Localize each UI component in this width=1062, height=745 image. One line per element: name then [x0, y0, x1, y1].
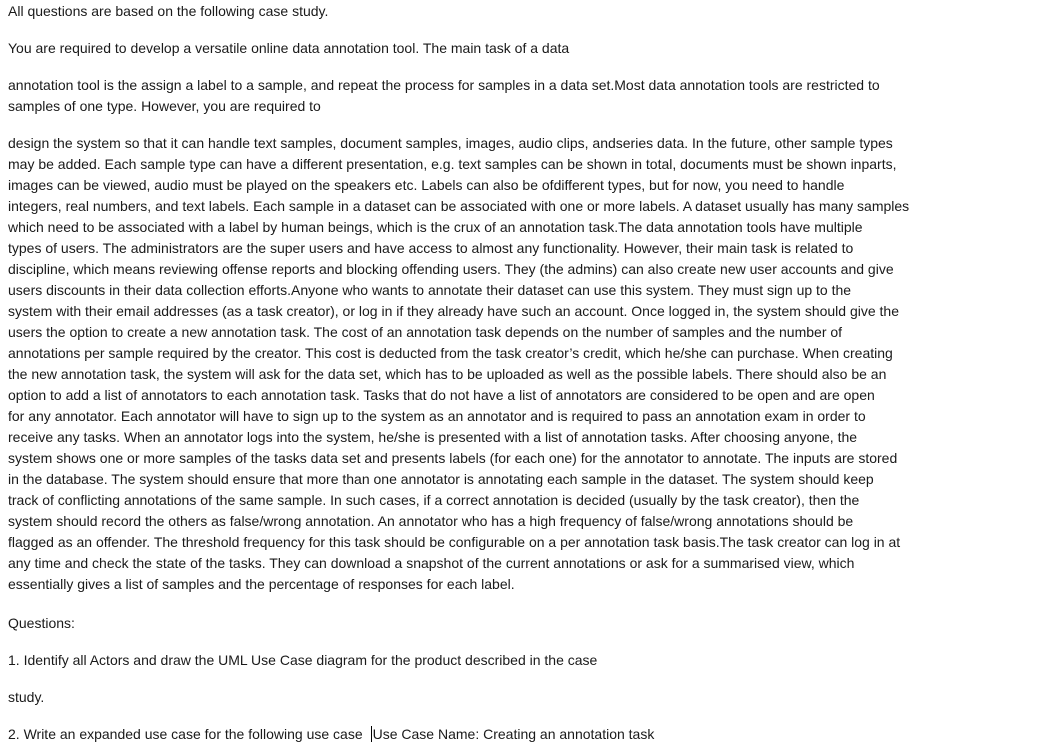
- question-1-text-end: study.: [8, 689, 45, 705]
- question-2-text: 2. Write an expanded use case for the following use case: [8, 726, 363, 742]
- text-line: annotation tool is the assign a label to a sample, and repeat the process for samples in a data set.Most data annotation tools are restricted to: [8, 77, 880, 93]
- questions-heading-text: Questions:: [8, 615, 75, 631]
- question-1-text: 1. Identify all Actors and draw the UML Use Case diagram for the product described in the case: [8, 652, 598, 668]
- text-line: track of conflicting annotations of the same sample. In such cases, if a correct annotation is decided (usually by the task creator), then the: [8, 492, 860, 508]
- question-1-continued: [8, 687, 44, 708]
- text-line: users discounts in their data collection efforts.Anyone who wants to annotate their dataset can use this system. They must sign up to the: [8, 282, 852, 298]
- text-line: option to add a list of annotators to each annotation task. Tasks that do not have a list of annotators are considered to be open and are open: [8, 387, 875, 403]
- questions-heading: [8, 613, 75, 634]
- intro-text: All questions are based on the following case study.: [8, 3, 329, 19]
- paragraph-case-study-body: [8, 133, 909, 595]
- text-line: essentially gives a list of samples and the percentage of responses for each label.: [8, 576, 515, 592]
- text-line: system shows one or more samples of the tasks data set and presents labels (for each one) for the annotator to annotate. The inputs are stored: [8, 450, 898, 466]
- text-line: may be added. Each sample type can have a different presentation, e.g. text samples can be shown in total, documents must be shown inparts,: [8, 156, 897, 172]
- text-cursor: [371, 726, 372, 742]
- text-line: samples of one type. However, you are required to: [8, 98, 321, 114]
- text-line: system should record the others as false/wrong annotation. An annotator who has a high frequency of false/wrong annotations should be: [8, 513, 854, 529]
- text-line: discipline, which means reviewing offense reports and blocking offending users. They (the admins) can also create new user accounts and give: [8, 261, 894, 277]
- intro-line: [8, 1, 328, 22]
- text-line: the new annotation task, the system will ask for the data set, which has to be uploaded as well as the possible labels. There should also be an: [8, 366, 887, 382]
- text-line: flagged as an offender. The threshold frequency for this task should be configurable on a per annotation task basis.The task creator can log in at: [8, 534, 901, 550]
- question-1: [8, 650, 597, 671]
- use-case-name: Use Case Name: Creating an annotation task: [372, 726, 655, 742]
- text-line: for any annotator. Each annotator will have to sign up to the system as an annotator and is required to pass an annotation exam in order to: [8, 408, 866, 424]
- text-line: integers, real numbers, and text labels. Each sample in a dataset can be associated with one or more labels. A dataset usually has many samples: [8, 198, 910, 214]
- paragraph-requirement: [8, 38, 569, 59]
- paragraph-annotation-tool: [8, 75, 880, 117]
- text-line: which need to be associated with a label by human beings, which is the crux of an annotation task.The data annotation tools have multiple: [8, 219, 863, 235]
- text-line: types of users. The administrators are the super users and have access to almost any functionality. However, their main task is related to: [8, 240, 854, 256]
- text-line: system with their email addresses (as a task creator), or log in if they already have such an account. Once logged in, the system should give the: [8, 303, 900, 319]
- text-line: annotations per sample required by the creator. This cost is deducted from the task creator’s credit, which he/she can purchase. When creating: [8, 345, 893, 361]
- text-line: in the database. The system should ensure that more than one annotator is annotating each sample in the dataset. The system should keep: [8, 471, 874, 487]
- text-line: images can be viewed, audio must be played on the speakers etc. Labels can also be ofdifferent types, but for now, you need to handle: [8, 177, 845, 193]
- text-line: design the system so that it can handle text samples, document samples, images, audio clips, andseries data. In the future, other sample types: [8, 135, 893, 151]
- text-line: users the option to create a new annotation task. The cost of an annotation task depends on the number of samples and the number of: [8, 324, 843, 340]
- text-line: any time and check the state of the tasks. They can download a snapshot of the current annotations or ask for a summarised view, which: [8, 555, 855, 571]
- text-line: receive any tasks. When an annotator logs into the system, he/she is presented with a list of annotation tasks. After choosing anyone, the: [8, 429, 858, 445]
- text-line: You are required to develop a versatile online data annotation tool. The main task of a data: [8, 40, 570, 56]
